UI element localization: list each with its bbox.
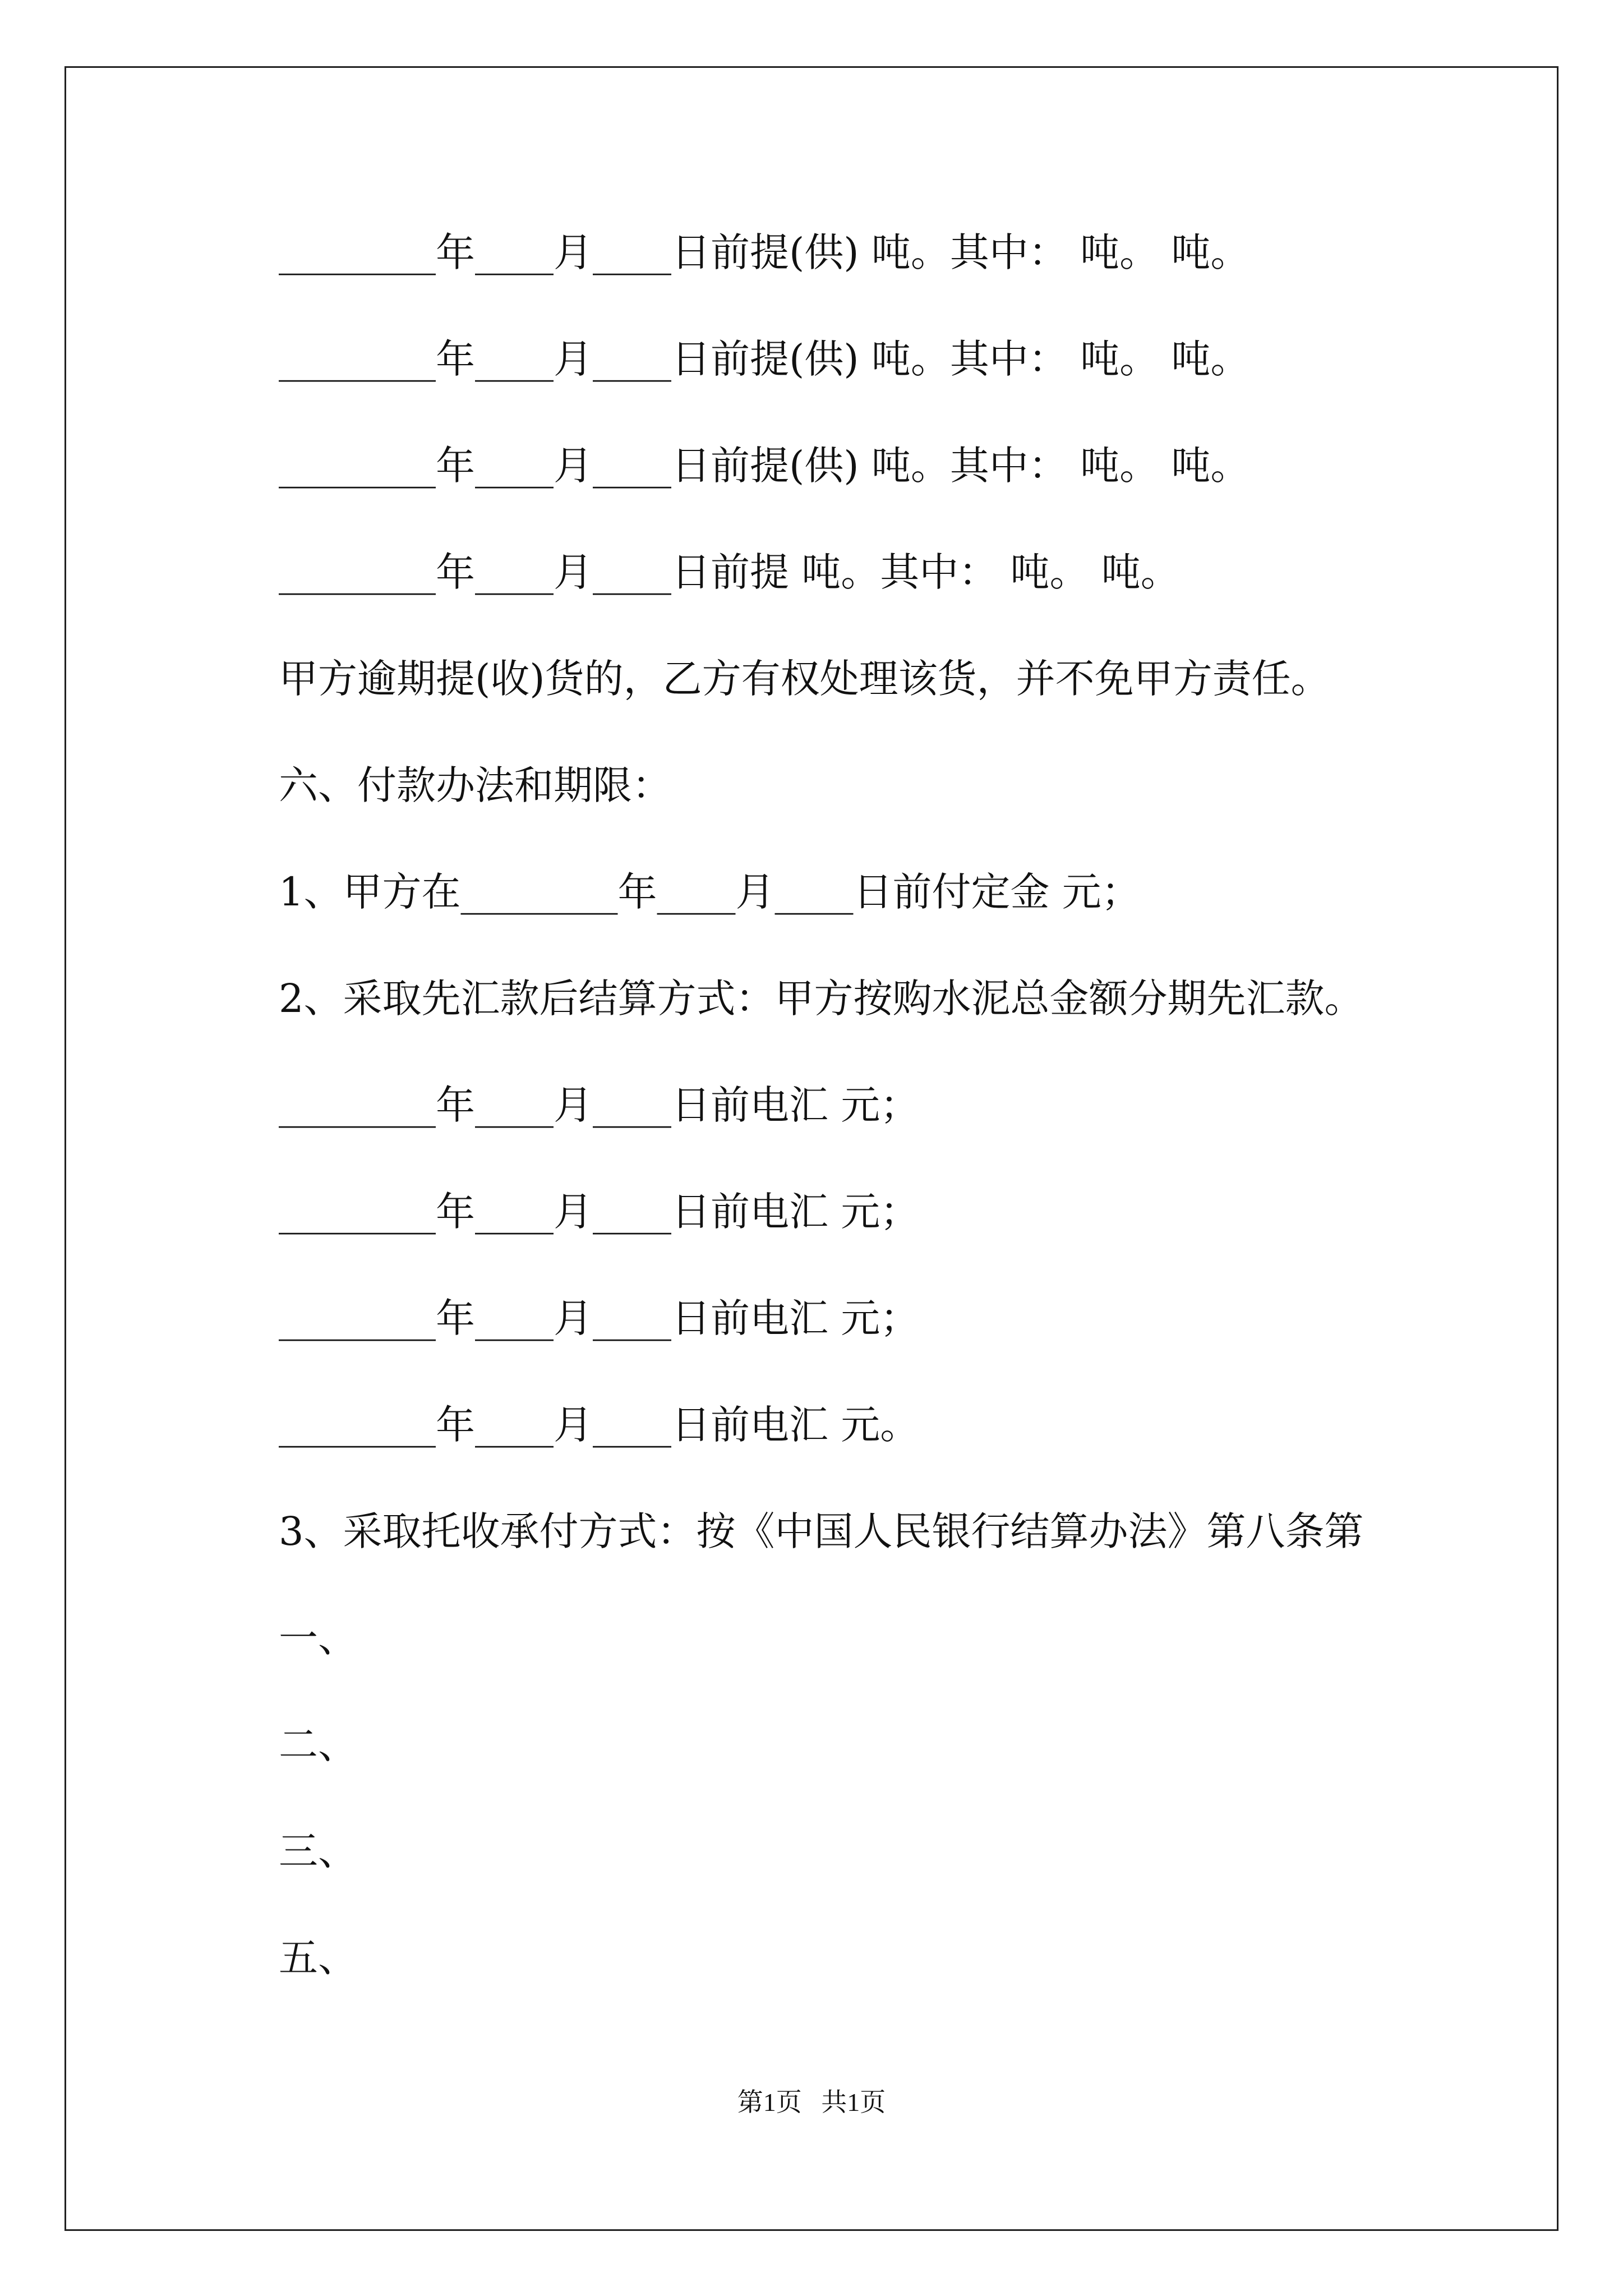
section-heading-payment: 六、付款办法和期限： xyxy=(279,762,671,808)
delivery-schedule-line-3: ________年____月____日前提(供) 吨。其中： 吨。 吨。 xyxy=(279,443,1250,489)
page-footer: 第1页 共1页 xyxy=(737,2088,886,2116)
payment-item-3: 3、采取托收承付方式：按《中国人民银行结算办法》第八条第 xyxy=(279,1508,1364,1554)
late-pickup-clause: 甲方逾期提(收)货的，乙方有权处理该货，并不免甲方责任。 xyxy=(279,656,1330,702)
payment-item-1: 1、甲方在________年____月____日前付定金 元； xyxy=(279,869,1141,915)
page-border xyxy=(64,66,1559,2231)
remittance-line-3: ________年____月____日前电汇 元； xyxy=(279,1295,920,1341)
remittance-line-1: ________年____月____日前电汇 元； xyxy=(279,1082,920,1128)
list-item-five: 五、 xyxy=(279,1935,357,1981)
list-item-three: 三、 xyxy=(279,1828,357,1874)
list-item-two: 二、 xyxy=(279,1722,357,1768)
list-item-one: 一、 xyxy=(279,1615,357,1661)
delivery-schedule-line-4: ________年____月____日前提 吨。其中： 吨。 吨。 xyxy=(279,549,1180,595)
remittance-line-2: ________年____月____日前电汇 元； xyxy=(279,1189,920,1235)
delivery-schedule-line-2: ________年____月____日前提(供) 吨。其中： 吨。 吨。 xyxy=(279,336,1250,382)
delivery-schedule-line-1: ________年____月____日前提(供) 吨。其中： 吨。 吨。 xyxy=(279,229,1250,275)
payment-item-2: 2、采取先汇款后结算方式：甲方按购水泥总金额分期先汇款。 xyxy=(279,976,1364,1022)
remittance-line-4: ________年____月____日前电汇 元。 xyxy=(279,1402,920,1448)
